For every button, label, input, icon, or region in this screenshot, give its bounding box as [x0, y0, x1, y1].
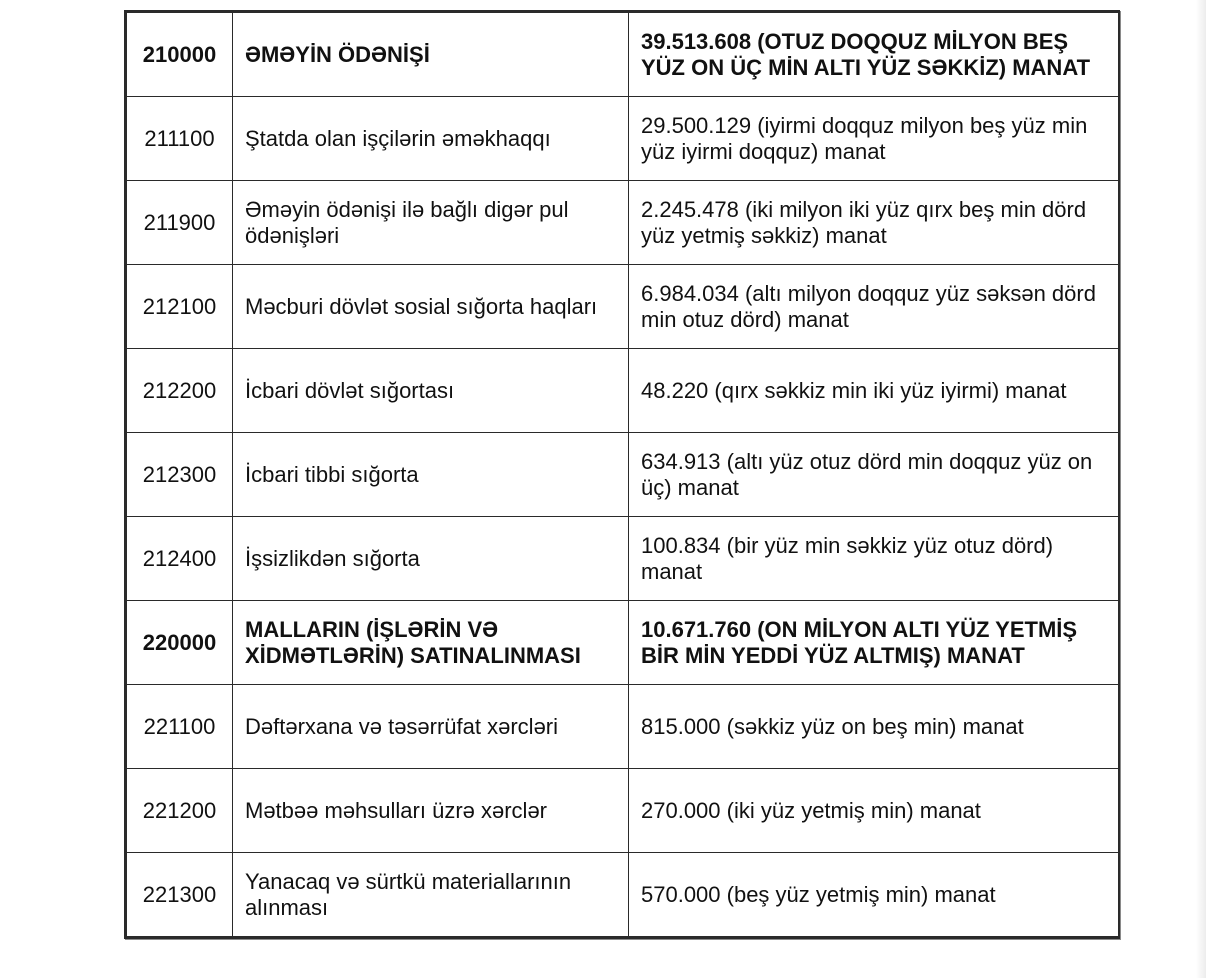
row-name: Əməyin ödənişi ilə bağlı digər pul ödənişləri: [233, 181, 629, 265]
row-code: 212100: [127, 265, 233, 349]
row-code: 212200: [127, 349, 233, 433]
row-amount: 29.500.129 (iyirmi doqquz milyon beş yüz min yüz iyirmi doqquz) manat: [629, 97, 1119, 181]
row-name: ƏMƏYİN ÖDƏNİŞİ: [233, 13, 629, 97]
row-name: Dəftərxana və təsərrüfat xərcləri: [233, 685, 629, 769]
row-code: 212300: [127, 433, 233, 517]
table-row: [127, 349, 1119, 433]
row-name: İcbari dövlət sığortası: [233, 349, 629, 433]
row-amount: 6.984.034 (altı milyon doqquz yüz səksən dörd min otuz dörd) manat: [629, 265, 1119, 349]
row-amount: 39.513.608 (OTUZ DOQQUZ MİLYON BEŞ YÜZ ON ÜÇ MİN ALTI YÜZ SƏKKİZ) MANAT: [629, 13, 1119, 97]
row-amount: 48.220 (qırx səkkiz min iki yüz iyirmi) manat: [629, 349, 1119, 433]
row-name: İcbari tibbi sığorta: [233, 433, 629, 517]
row-name: Məcburi dövlət sosial sığorta haqları: [233, 265, 629, 349]
budget-table: [126, 12, 1119, 937]
row-amount: 270.000 (iki yüz yetmiş min) manat: [629, 769, 1119, 853]
table-row: [127, 685, 1119, 769]
row-name: MALLARIN (İŞLƏRİN VƏ XİDMƏTLƏRİN) SATINALINMASI: [233, 601, 629, 685]
row-code: 221300: [127, 853, 233, 937]
row-amount: 570.000 (beş yüz yetmiş min) manat: [629, 853, 1119, 937]
table-row: [127, 97, 1119, 181]
row-code: 212400: [127, 517, 233, 601]
table-row: [127, 265, 1119, 349]
row-name: Mətbəə məhsulları üzrə xərclər: [233, 769, 629, 853]
row-amount: 815.000 (səkkiz yüz on beş min) manat: [629, 685, 1119, 769]
row-name: Yanacaq və sürtkü materiallarının alınması: [233, 853, 629, 937]
row-amount: 10.671.760 (ON MİLYON ALTI YÜZ YETMİŞ BİR MİN YEDDİ YÜZ ALTMIŞ) MANAT: [629, 601, 1119, 685]
row-amount: 634.913 (altı yüz otuz dörd min doqquz yüz on üç) manat: [629, 433, 1119, 517]
row-code: 211900: [127, 181, 233, 265]
row-code: 220000: [127, 601, 233, 685]
table-row: [127, 601, 1119, 685]
row-code: 221200: [127, 769, 233, 853]
table-row: [127, 433, 1119, 517]
row-name: Ştatda olan işçilərin əməkhaqqı: [233, 97, 629, 181]
row-amount: 2.245.478 (iki milyon iki yüz qırx beş min dörd yüz yetmiş səkkiz) manat: [629, 181, 1119, 265]
row-code: 211100: [127, 97, 233, 181]
page-edge-shadow: [1196, 0, 1206, 978]
row-name: İşsizlikdən sığorta: [233, 517, 629, 601]
table-row: [127, 181, 1119, 265]
row-amount: 100.834 (bir yüz min səkkiz yüz otuz dörd) manat: [629, 517, 1119, 601]
table-row: [127, 13, 1119, 97]
budget-table-frame: [124, 10, 1120, 939]
table-row: [127, 853, 1119, 937]
table-row: [127, 517, 1119, 601]
row-code: 221100: [127, 685, 233, 769]
table-row: [127, 769, 1119, 853]
row-code: 210000: [127, 13, 233, 97]
